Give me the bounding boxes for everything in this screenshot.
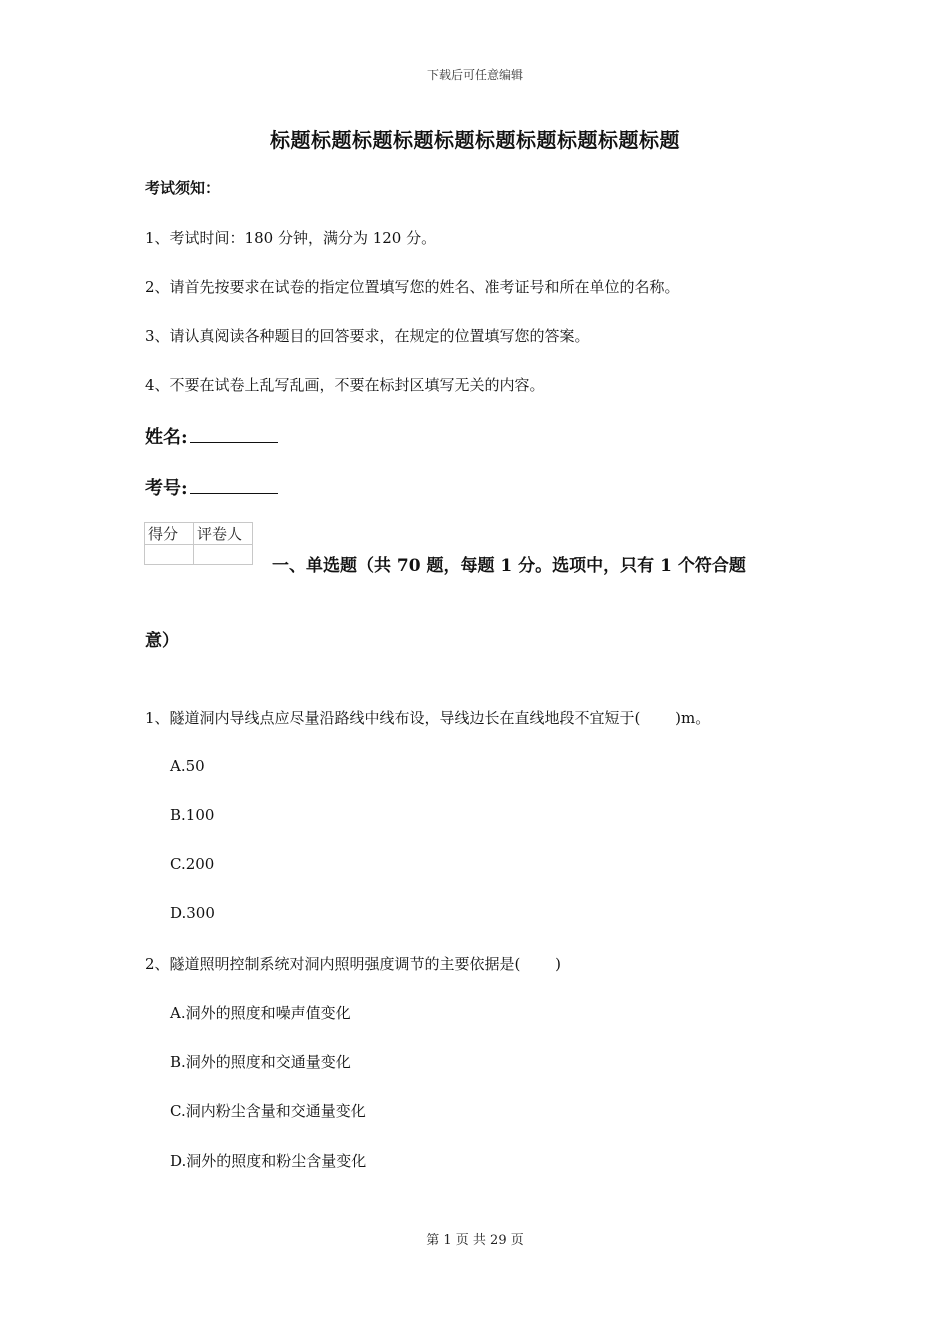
question-2-option-a[interactable]: A.洞外的照度和噪声值变化: [170, 1004, 351, 1022]
exam-number-label: 考号:: [145, 478, 188, 499]
section-title-line2: 意）: [145, 631, 179, 651]
question-2-option-c[interactable]: C.洞内粉尘含量和交通量变化: [170, 1102, 366, 1120]
name-field[interactable]: [145, 423, 278, 449]
page-number-footer: 第 1 页 共 29 页: [426, 1233, 524, 1248]
question-2-option-d[interactable]: D.洞外的照度和粉尘含量变化: [170, 1152, 367, 1170]
page-header: 下载后可任意编辑: [426, 68, 523, 82]
question-1: 1、隧道洞内导线点应尽量沿路线中线布设，导线边长在直线地段不宜短于( )m。: [145, 709, 711, 727]
notice-item: 4、不要在试卷上乱写乱画，不要在标封区填写无关的内容。: [145, 376, 545, 394]
notice-item: 3、请认真阅读各种题目的回答要求，在规定的位置填写您的答案。: [145, 327, 590, 345]
question-1-option-a[interactable]: A.50: [170, 757, 205, 775]
question-1-option-c[interactable]: C.200: [170, 855, 215, 873]
notice-item: 1、考试时间：180 分钟，满分为 120 分。: [145, 229, 437, 247]
section-title-line1: 一、单选题（共 70 题，每题 1 分。选项中，只有 1 个符合题: [272, 556, 746, 576]
score-header: 得分: [145, 523, 194, 545]
question-1-option-d[interactable]: D.300: [170, 904, 215, 922]
question-2-option-b[interactable]: B.洞外的照度和交通量变化: [170, 1053, 351, 1071]
exam-number-blank-line[interactable]: [190, 477, 278, 494]
score-table: [144, 522, 253, 565]
grader-cell[interactable]: [194, 545, 253, 565]
document-title: 标题标题标题标题标题标题标题标题标题标题: [270, 128, 680, 152]
name-blank-line[interactable]: [190, 426, 278, 443]
score-cell[interactable]: [145, 545, 194, 565]
notice-item: 2、请首先按要求在试卷的指定位置填写您的姓名、准考证号和所在单位的名称。: [145, 278, 680, 296]
grader-header: 评卷人: [194, 523, 253, 545]
question-1-option-b[interactable]: B.100: [170, 806, 215, 824]
exam-number-field[interactable]: [145, 474, 278, 500]
exam-notice-heading: 考试须知：: [145, 179, 221, 197]
question-2: 2、隧道照明控制系统对洞内照明强度调节的主要依据是( ): [145, 955, 562, 973]
name-label: 姓名:: [145, 427, 188, 448]
